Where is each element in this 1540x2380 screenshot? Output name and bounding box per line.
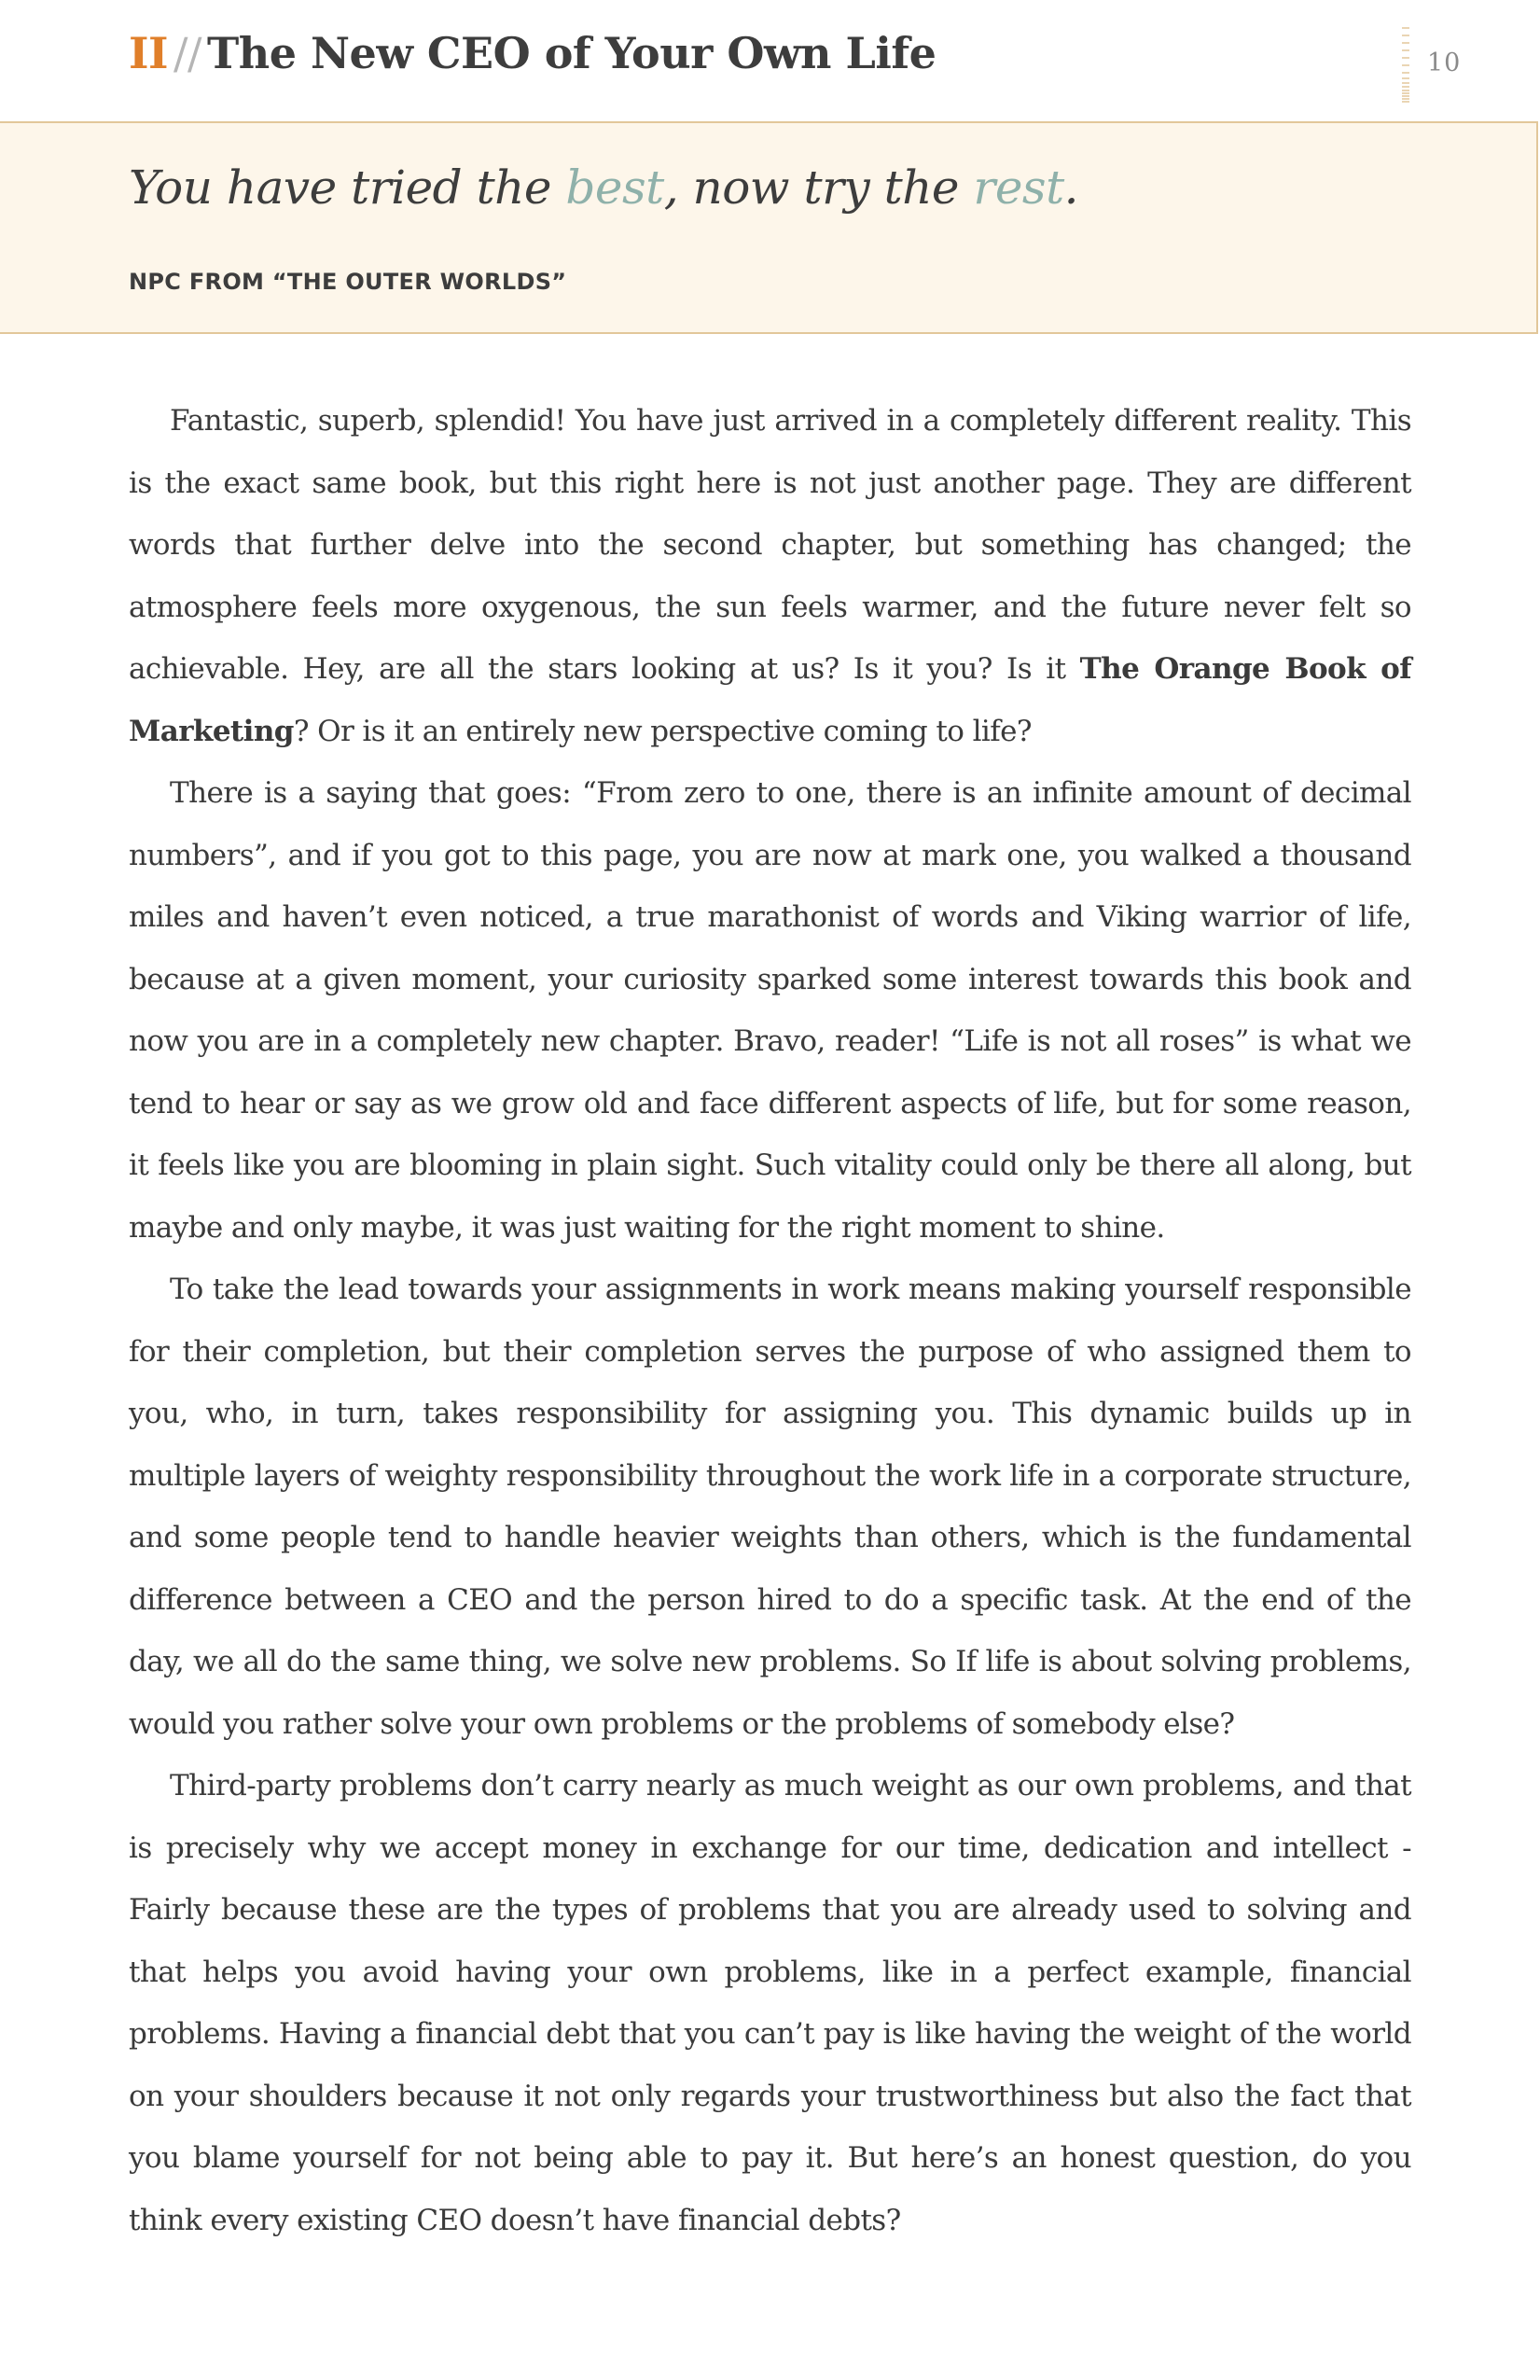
chapter-title: The New CEO of Your Own Life: [207, 28, 936, 78]
paragraph-1: [129, 390, 1411, 762]
epigraph-source: NPC FROM “THE OUTER WORLDS”: [129, 269, 567, 295]
paragraph-2: There is a saying that goes: “From zero to one, there is an infinite amount of decimal numbers”, and if you got to this page, you are now at mark one, you walked a thousand miles and haven’t even noticed, a true marathonist of words and Viking warrior of life, because at a given moment, your curiosity sparked some interest towards this book and now you are in a completely new chapter. Bravo, reader! “Life is not all roses” is what we tend to hear or say as we grow old and face different aspects of life, but for some reason, it feels like you are blooming in plain sight. Such vitality could only be there all along, but maybe and only maybe, it was just waiting for the right moment to shine.: [129, 776, 1411, 1245]
quote-text-part: You have tried the: [129, 160, 566, 215]
quote-accent-word: best: [565, 160, 664, 215]
chapter-number: II: [129, 28, 169, 78]
chapter-heading: [129, 28, 936, 78]
quote-accent-word: rest: [973, 160, 1064, 215]
body-text: [129, 390, 1411, 2251]
book-title-bold: The Orange Book of Marketing: [129, 652, 1411, 748]
ruler-ornament-icon: [1399, 26, 1412, 103]
paragraph-text: ? Or is it an entirely new perspective coming to life?: [293, 714, 1032, 748]
paragraph-text: Fantastic, superb, splendid! You have just arrived in a completely different reality. This is the exact same book, but this right here is not just another page. They are different words that further delve into the second chapter, but something has changed; the atmosphere feels more oxygenous, the sun feels warmer, and the future never felt so achievable. Hey, are all the stars looking at us? Is it you? Is it: [129, 404, 1411, 686]
quote-text-part: , now try the: [663, 160, 974, 215]
paragraph-4: Third-party problems don’t carry nearly as much weight as our own problems, and that is precisely why we accept money in exchange for our time, dedication and intellect - Fairly because these are the types of problems that you are already used to solving and that helps you avoid having your own problems, like in a perfect example, financial problems. Having a financial debt that you can’t pay is like having the weight of the world on your shoulders because it not only regards your trustworthiness but also the fact that you blame yourself for not being able to pay it. But here’s an honest question, do you think every existing CEO doesn’t have financial debts?: [129, 1769, 1411, 2237]
quote-text-part: .: [1063, 160, 1079, 215]
paragraph-3: To take the lead towards your assignments in work means making yourself responsible for their completion, but their completion serves the purpose of who assigned them to you, who, in turn, takes responsibility for assigning you. This dynamic builds up in multiple layers of weighty responsibility throughout the work life in a corporate structure, and some people tend to handle heavier weights than others, which is the fundamental difference between a CEO and the person hired to do a specific task. At the end of the day, we all do the same thing, we solve new problems. So If life is about solving problems, would you rather solve your own problems or the problems of somebody else?: [129, 1273, 1411, 1741]
chapter-separator: //: [173, 28, 202, 78]
epigraph-box: [0, 121, 1538, 334]
page-header: [0, 0, 1540, 123]
epigraph-quote: [129, 160, 1078, 215]
page-number: 10: [1427, 49, 1462, 77]
